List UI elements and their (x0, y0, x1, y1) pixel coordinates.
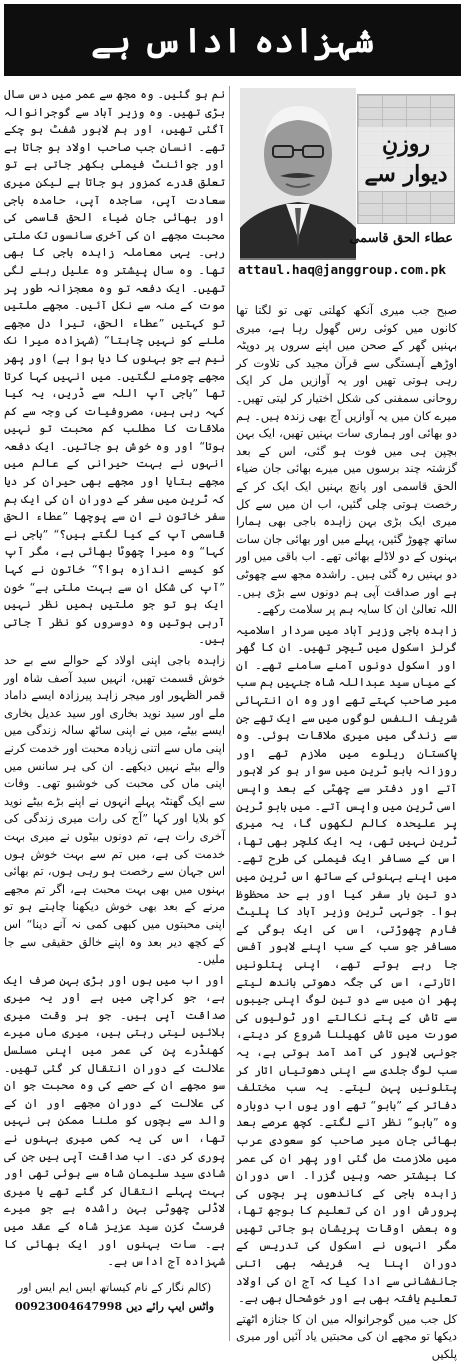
article-right-column (236, 86, 457, 1362)
author-email[interactable]: attaul.haq@janggroup.com.pk (238, 263, 447, 278)
article-left-column (4, 86, 225, 1341)
author-name: عطاء الحق قاسمی (349, 231, 453, 246)
column-title: شہزادہ اداس ہے (91, 20, 374, 61)
byline (236, 86, 457, 296)
paragraph: اور اب میں ہوں اور بڑی بہن صرف ایک ہے، جو کراچی میں ہے اور یہ میری صداقت آپی ہیں۔ جو ہر وقت میری بلائیں لیتی رہتی ہیں، میری ماں میرے کھنڈرے پن کی عمر میں اپنی مسلسل علالت کے دوران انتقال کر گئی تھیں۔ سو مجھے ان کے حصے کی وہ محبت جو ان کی علالت کے دوران مجھے اور ان کے والد سے بچوں کو ملنا ممکن ہی نہیں تھا، اس کی یہ کمی میری بہنوں نے پوری کر دی۔ اب صداقت آپی ہیں جن کی شادی سید سلیمان شاہ سے ہوئی تھی اور بہت پہلے انتقال کر گئے تھے یا میری لاڈلی چھوٹی بہن راشدہ ہے جو میرے فرسٹ کزن سید عزیز شاہ کے عقد میں ہے۔ سات بہنوں اور ایک بھائی کا شہزادہ آج اداس ہے۔ (4, 972, 225, 1269)
paragraph: کل جب میں گوجرانوالہ میں ان کا جنازہ اٹھتے دیکھا تو مجھے ان کی محبتیں یاد آئیں اور میری پلکیں (236, 1311, 457, 1362)
paragraph: نم ہو گئیں۔ وہ مجھ سے عمر میں دس سال بڑی تھیں۔ وہ وزیر آباد سے گوجرانوالہ آگئی تھیں، اور ہم لاہور شفٹ ہو چکے تھے۔ انسان جب صاحب اولاد ہو جاتا ہے اور جوائنٹ فیملی بکھر جاتی ہے تو تعلق قدرے کمزور ہو جاتا ہے لیکن میری سعادت آپی، ساجدہ آپی، حامدہ باجی اور بھائی جان ضیاء الحق قاسمی کی محبت مجھے ان کی آخری سانسوں تک ملتی رہی۔ یہی معاملہ زاہدہ باجی کا بھی تھا۔ وہ سال پیشتر وہ علیل رہنے لگی تھیں۔ ایک دفعہ تو وہ معجزانہ طور پر موت کے منہ سے نکل آئیں۔ مجھے ملتیں تو کہتیں ”عطاء الحق، تیرا دل مجھے ملنے کو نہیں چاہتا“ (شہزادہ میرا نک نیم ہے جو بہنوں کا دیا ہوا ہے) اور پھر مجھے چومنے لگتیں۔ میں انہیں کہا کرتا تھا ”باجی آپ اللہ سے ڈریں، یہ کیا کہہ رہی ہیں، مصروفیات کی وجہ سے کم ملاقات کا مطلب کم محبت تو نہیں ہوتا“ اور وہ خوش ہو جاتیں۔ ایک دفعہ انہوں نے بہت حیرانی کے عالم میں مجھے بتایا اور مجھے بھی حیران کر دیا کہ ٹرین میں سفر کے دوران ان کی ایک ہم سفر خاتون نے ان سے پوچھا ”عطاء الحق قاسمی آپ کے کیا لگتے ہیں؟“ ”باجی نے کہا“ وہ میرا چھوٹا بھائی ہے، مگر آپ کو کیسے اندازہ ہوا؟“ خاتون نے کہا ”آپ کی شکل ان سے بہت ملتی ہے“ خون ایک ہو تو جو ملتیں ہمیں نظر نہیں آرہی ہوتیں وہ دوسروں کو نظر آ جاتی ہیں۔ (4, 87, 225, 647)
paragraph: صبح جب میری آنکھ کھلتی تھی تو لگتا تھا کانوں میں کوئی رس گھول رہا ہے، میری بہنیں گھر کے صحن میں اپنے سروں پر دوپٹہ اوڑھے آہستگی سے قرآن مجید کی تلاوت کر رہی ہوتی تھیں اور یہ آوازیں مل کر ایک روحانی سمفنی کی شکل اختیار کر لیتی تھیں۔ میرے کان میں یہ آوازیں آج بھی زندہ ہیں۔ ہم دو بھائی اور ہماری سات بہنیں تھیں، ایک بہن بچپن ہی میں فوت ہو گئی، اس کے بعد گزشتہ چند برسوں میں میرے بھائی جان ضیاء الحق قاسمی اور پانچ بہنیں ایک ایک کر کے رخصت ہوتی چلی گئیں، اب ان میں سے کل میری ایک بڑی بہن زاہدہ باجی بھی ہمارا ساتھ چھوڑ گئیں، پہلے میں اور بھائی جان سات بہنوں کے دو لاڈلے بھائی تھے۔ اب باقی میں اور دو بہنیں رہ گئی ہیں۔ راشدہ مجھ سے چھوٹی ہے اور صداقت آپی ہم دونوں سے بڑی ہیں۔ اللہ تعالیٰ ان کا سایہ ہم پر سلامت رکھے۔ (236, 303, 457, 617)
footer-contact (4, 1298, 225, 1316)
column-logo-text: روزنِ دیوار سے (358, 127, 454, 191)
paragraph: زاہدہ باجی وزیر آباد میں سردار اسلامیہ گرلز اسکول میں ٹیچر تھیں۔ ان کا گھر اور اسکول دونوں آمنے سامنے تھے۔ ان کے میاں سید عبداللہ شاہ جنہیں ہم سب میر صاحب کہتے تھے اور وہ ان انتہائی شریف النفس لوگوں میں سے ایک تھے جن سے زندگی میں میری ملاقات ہوئی۔ وہ پاکستان ریلوے میں ملازم تھے اور روزانہ بابو ٹرین میں سوار ہو کر لاہور آتے اور دفتر سے چھٹی کے بعد واپس اسی ٹرین میں واپس آتے۔ میں بابو ٹرین پر علیحدہ کالم لکھوں گا، یہ میری ٹرین نہیں تھی، یہ ایک کلچر بھی تھا، اس کے مسافر ایک فیملی کی طرح تھے۔ میں اپنے بہنوئی کے ساتھ اس ٹرین میں دو تین بار سفر کیا اور بے حد محظوظ ہوا۔ جونہی ٹرین وزیر آباد کا پلیٹ فارم چھوڑتی، اس کی ایک بوگی کے مسافر جو سب کے سب اپنے لاہور آفس جا رہے ہوتے تھے، اپنی پتلونیں اتارتے، اس کی جگہ دھوتی باندھ لیتے پھر ان میں سے دو تین لوگ اپنی جیبوں سے تاش کے پتے نکالتے اور ٹولیوں کی صورت میں تاش کھیلنا شروع کر دیتے، جونہی لاہور کی آمد آمد ہوتی ہے، یہ سب لوگ جلدی سے اپنی دھوتیاں اتار کر پتلونیں پہن لیتے۔ یہ سب مختلف دفاتر کے ”بابو“ تھے اور یوں اب دوبارہ وہ ”بابو“ نظر آنے لگتے۔ کچھ عرصے بعد بھائی جان میر صاحب کو سعودی عرب میں ملازمت مل گئی اور پھر ان کی عمر کا بیشتر حصہ وہیں گزرا۔ اس دوران زاہدہ باجی کے کاندھوں پر بچوں کی پرورش اور ان کی تعلیم کا بوجھ تھا، وہ بعض اوقات پریشان ہو جاتی تھیں مگر انہوں نے اسکول کی تدریس کے دوران اپنا یہ فریضہ بھی اتنی جانفشانی سے ادا کیا کہ آج ان کی اولاد تعلیم یافتہ بھی ہے اور خوشحال بھی ہے۔ (236, 622, 457, 1306)
footer-contact-label: واٹس ایپ رائے دیں (125, 1300, 215, 1314)
footer-note: (کالم نگار کے نام کیساتھ ایس ایم ایس اور (17, 1280, 212, 1294)
header-banner (4, 4, 461, 76)
paragraph: زاہدہ باجی اپنی اولاد کے حوالے سے بے حد خوش قسمت تھیں، انہیں سید آصف شاہ اور قمر الظہور اور میجر زاہد پیرزادہ ایسے داماد ملے اور سید نوید بخاری اور سید عدیل بخاری ایسے بیٹے، میں نے اپنی ساٹھ سالہ زندگی میں اپنی ماں سے اتنی زیادہ محبت اور خدمت کرنے والے بیٹے نہیں دیکھے۔ ان کی ہر سانس میں اپنی ماں کی محبت کی خوشبو تھی۔ وفات سے ایک گھنٹہ پہلے انہوں نے اپنے بڑے بیٹے نوید کو بلایا اور کہا ”آج کی رات میری زندگی کی آخری رات ہے، تم دونوں بیٹوں نے میری بہت خدمت کی ہے، میں تم سے بہت خوش ہوں اس جہان سے رخصت ہو رہی ہوں، تم بھائی بہنوں میں بھی بہت محبت ہے، اگر تم مجھے مرنے کے بعد بھی خوش دیکھنا چاہتے ہو تو اپنی محبتوں میں کبھی کمی نہ آنے دینا“ اس کے کچھ دیر بعد وہ اپنے خالق حقیقی سے جا ملیں۔ (4, 653, 225, 967)
author-photo (240, 88, 356, 260)
column-divider (229, 86, 230, 1341)
footer-phone[interactable]: 00923004647998 (14, 1300, 123, 1314)
column-logo (357, 94, 455, 224)
